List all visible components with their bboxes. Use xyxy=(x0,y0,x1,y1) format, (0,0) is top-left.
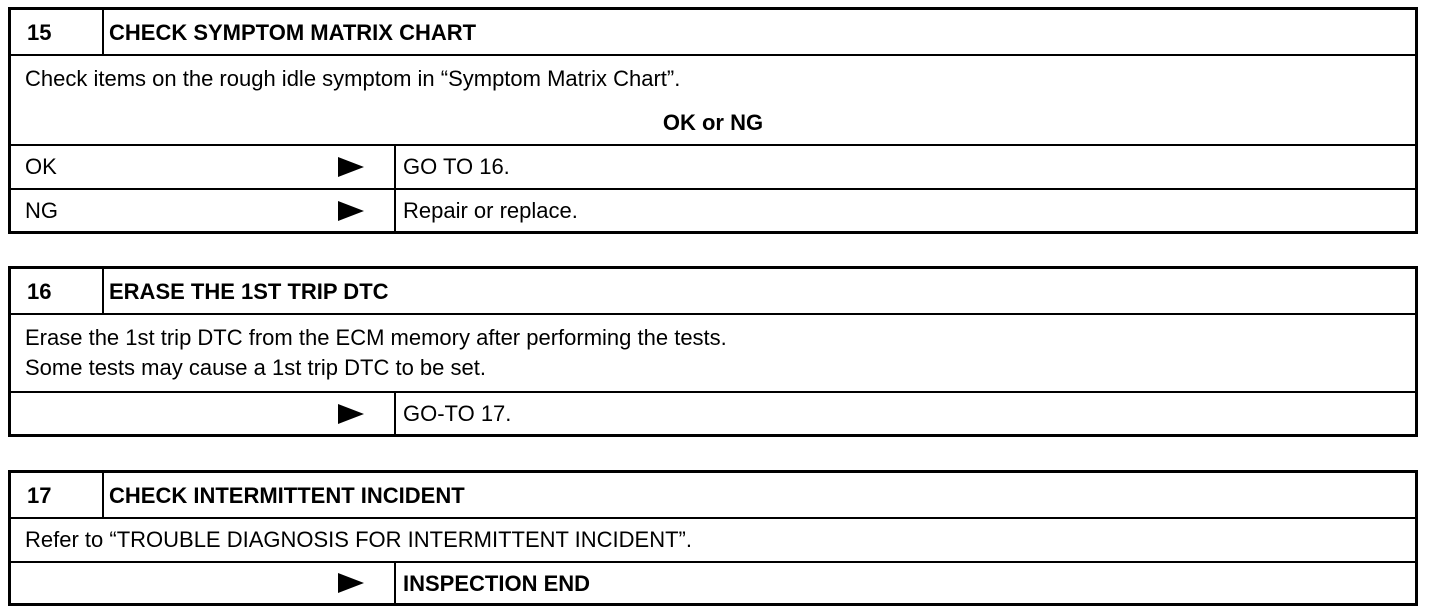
arrow-right-icon xyxy=(331,190,371,231)
step-header xyxy=(11,269,1415,313)
divider xyxy=(394,190,396,231)
result-label: NG xyxy=(25,198,58,223)
result-label: OK xyxy=(25,154,57,179)
step-body-line: Some tests may cause a 1st trip DTC to be set. xyxy=(25,355,486,380)
step-body xyxy=(11,313,1415,391)
step-17-block xyxy=(8,470,1418,606)
result-row xyxy=(11,561,1415,603)
divider xyxy=(394,393,396,434)
step-body-text: Refer to “TROUBLE DIAGNOSIS FOR INTERMITTENT INCIDENT”. xyxy=(25,527,692,552)
step-header xyxy=(11,10,1415,54)
step-body-text: Check items on the rough idle symptom in “Symptom Matrix Chart”. xyxy=(25,66,681,91)
step-number: 15 xyxy=(11,10,104,54)
step-16-block xyxy=(8,266,1418,437)
result-row xyxy=(11,391,1415,434)
step-number: 17 xyxy=(11,473,104,517)
step-title: ERASE THE 1ST TRIP DTC xyxy=(109,279,389,304)
step-title: CHECK INTERMITTENT INCIDENT xyxy=(109,483,465,508)
step-body xyxy=(11,54,1415,144)
result-action: GO TO 16. xyxy=(403,154,510,179)
result-action: INSPECTION END xyxy=(403,571,591,596)
step-body xyxy=(11,517,1415,561)
arrow-right-icon xyxy=(331,563,371,603)
step-body-line: Erase the 1st trip DTC from the ECM memory after performing the tests. xyxy=(25,325,727,350)
result-row-ng xyxy=(11,188,1415,231)
arrow-right-icon xyxy=(331,146,371,188)
divider xyxy=(394,563,396,603)
step-number: 16 xyxy=(11,269,104,313)
step-15-block xyxy=(8,7,1418,234)
step-header xyxy=(11,473,1415,517)
result-action: GO-TO 17. xyxy=(403,401,512,426)
step-title: CHECK SYMPTOM MATRIX CHART xyxy=(109,20,477,45)
decision-label: OK or NG xyxy=(662,110,764,135)
divider xyxy=(394,146,396,188)
result-row-ok xyxy=(11,144,1415,188)
arrow-right-icon xyxy=(331,393,371,434)
result-action: Repair or replace. xyxy=(403,198,578,223)
